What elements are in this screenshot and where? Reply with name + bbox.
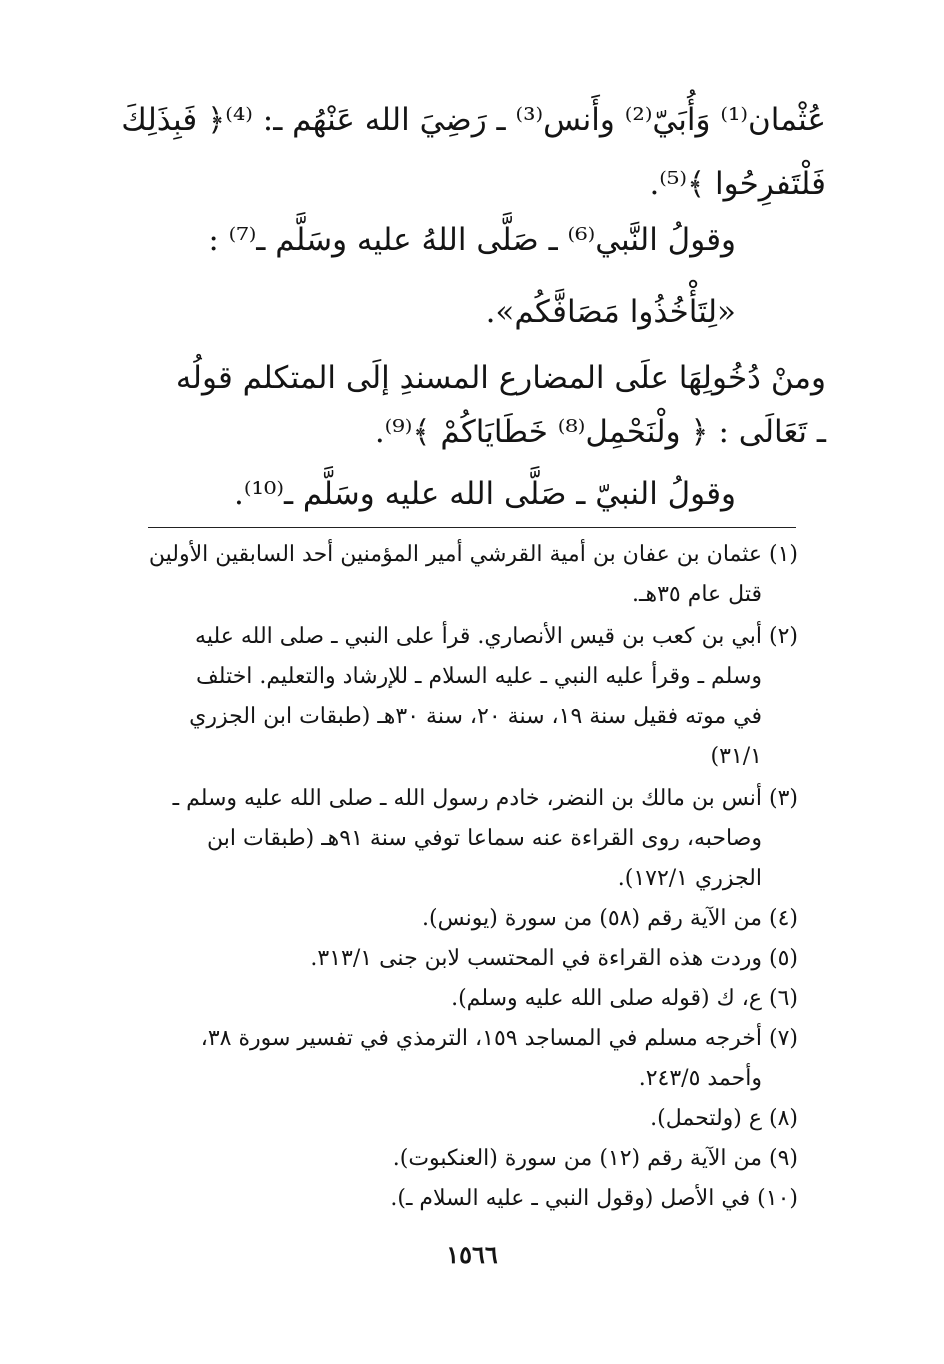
footnote-2-line-3: في موته فقيل سنة ١٩، سنة ٢٠، سنة ٣٠هـ (طبقات ابن الجزري — [189, 704, 762, 729]
page-number: ١٥٦٦ — [446, 1240, 498, 1269]
footnote-3-line-1: (٣) أنس بن مالك بن النضر، خادم رسول الله ـ صلى الله عليه وسلم ـ — [172, 786, 798, 811]
footnote-10: (١٠) في الأصل (وقول النبي ـ عليه السلام ـ). — [390, 1186, 798, 1211]
footnote-7-line-1: (٧) أخرجه مسلم في المساجد ١٥٩، الترمذي في تفسير سورة ٣٨، — [200, 1026, 798, 1051]
main-line-6: ـ تَعَالَى : ﴿ ولْنَحْمِل⁽⁸⁾ خَطَايَاكُمْ ﴾⁽⁹⁾. — [374, 414, 826, 450]
footnote-6: (٦) ع، ك (قوله صلى الله عليه وسلم). — [451, 986, 798, 1011]
footnote-5: (٥) وردت هذه القراءة في المحتسب لابن جنى ٣١٣/١. — [310, 946, 798, 971]
main-line-2: فَلْتَفرِحُوا ﴾⁽⁵⁾. — [649, 166, 826, 202]
footnote-1-line-1: (١) عثمان بن عفان بن أمية القرشي أمير المؤمنين أحد السابقين الأولين — [148, 542, 798, 567]
main-line-1: عُثْمان⁽¹⁾ وَأُبَيّ⁽²⁾ وأَنس⁽³⁾ ـ رَضِيَ الله عَنْهُم ـ: ⁽⁴⁾﴿ فَبِذَلِكَ — [121, 102, 826, 138]
main-line-7: وقولُ النبيّ ـ صَلَّى الله عليه وسَلَّم ـ⁽¹⁰⁾. — [234, 476, 736, 512]
footnote-2-line-1: (٢) أبي بن كعب بن قيس الأنصاري. قرأ على النبي ـ صلى الله عليه — [195, 624, 798, 649]
footnote-8: (٨) ع (ولتحمل). — [650, 1106, 798, 1131]
main-line-4: «لِتَأْخُذُوا مَصَافَّكُم». — [485, 294, 736, 330]
footnote-4: (٤) من الآية رقم (٥٨) من سورة (يونس). — [422, 906, 798, 931]
footnote-2-line-4: ٣١/١) — [710, 744, 762, 769]
footnote-2-line-2: وسلم ـ وقرأ عليه النبي ـ عليه السلام ـ للإرشاد والتعليم. اختلف — [196, 664, 762, 689]
footnote-7-line-2: وأحمد ٢٤٣/٥. — [638, 1066, 762, 1091]
footnote-1-line-2: قتل عام ٣٥هـ. — [632, 582, 762, 607]
footnote-divider — [148, 527, 796, 528]
main-line-3: وقولُ النَّبي⁽⁶⁾ ـ صَلَّى اللهُ عليه وسَلَّم ـ⁽⁷⁾ : — [208, 222, 736, 258]
footnote-9: (٩) من الآية رقم (١٢) من سورة (العنكبوت). — [392, 1146, 798, 1171]
main-line-5: ومنْ دُخُولِهَا علَى المضارع المسندِ إلَى المتكلم قولُه — [175, 360, 826, 396]
footnote-3-line-2: وصاحبه، روى القراءة عنه سماعا توفي سنة ٩١هـ (طبقات ابن — [206, 826, 762, 851]
footnote-3-line-3: الجزري ١٧٢/١). — [617, 866, 762, 891]
